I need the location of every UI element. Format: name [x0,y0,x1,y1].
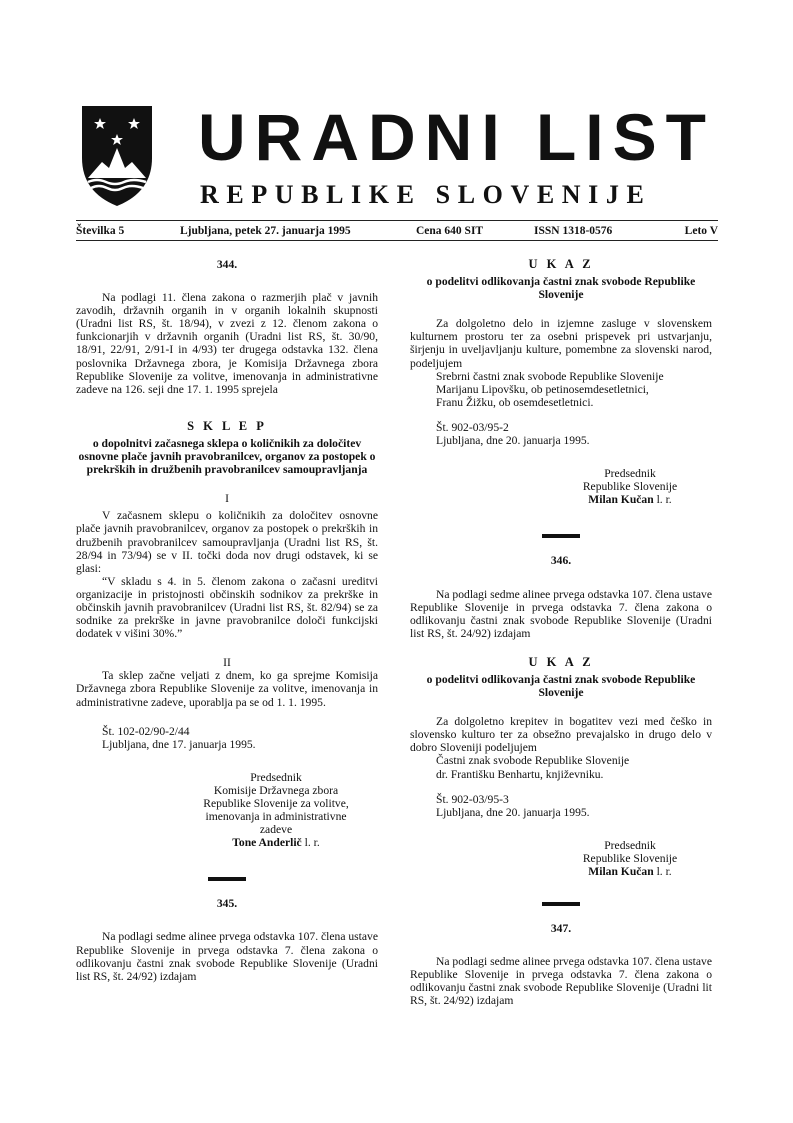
ukaz-subheading-1: o podelitvi odlikovanja častni znak svobode Republike Slovenije [426,275,696,302]
issue-place-date: Ljubljana, petek 27. januarja 1995 [180,225,351,237]
item-number-346: 346. [550,554,572,568]
ukaz-subheading-2: o podelitvi odlikovanja častni znak svobode Republike Slovenije [426,672,696,700]
ukaz-1-paragraph: Za dolgoletno delo in izjemne zasluge v slovenskem kulturnem prostoru ter za osebni prispevek pri ustvarjanju, širjenju in uveljavljanju kulture, pomembne za slovenski narod, podeljujem [410,317,712,370]
signatory-name: Tone Anderlič [232,836,302,850]
signatory-name: Milan Kučan [588,865,654,878]
ukaz-1-date: Ljubljana, dne 20. januarja 1995. [436,434,590,448]
item-number-347: 347. [550,922,572,936]
sklep-date: Ljubljana, dne 17. januarja 1995. [102,737,256,751]
item-number-344: 344. [216,258,238,271]
sklep-paragraph-2: “V skladu s 4. in 5. členom zakona o začasni ureditvi organizacije in pristojnosti občinskih sodnikov za prekrške in občinskih javnih pravobranilcev (Uradni list RS, št. 82/94) se za sodnike za prekrške in javne pravobranilce določi funkcijski dodatek v višini 30%.” [76,574,378,641]
masthead-subtitle: REPUBLIKE SLOVENIJE [200,180,652,209]
ukaz-2-signature: Predsednik Republike Slovenije Milan Kučan l. r. [582,838,678,878]
item-344-preamble: Na podlagi 11. člena zakona o razmerjih plač v javnih zavodih, državnih organih in v organih lokalnih skupnosti (Uradni list RS, št. 18/94), v zvezi z 12. členom zakona o funkcionarjih v državnih organih (Uradni list RS, št. 30/90, 18/91, 22/91, 2/91-I in 4/93) ter drugega odstavka 132. člena poslovnika Državnega zbora, je Komisija Državnega zbora Republike Slovenije za volitve, imenovanja in administrativne zadeve na 126. seji dne 17. 1. 1995 sprejela [76,291,378,396]
right-column: U K A Z o podelitvi odlikovanja častni znak svobode Republike Slovenije Za dolgoletno delo in izjemne zasluge v slovenskem kulturnem prostoru ter za osebni prispevek pri ustvarjanju, širjenju in uveljavljanju kulture, pomembne za slovenski narod, podeljujem Srebrni častni znak svobode Republike Slovenije Marijanu Lipovšku, ob petinosemdesetletnici, Franu Žižku, ob osemdesetletnici. Št. 902-03/95-2 Ljubljana, dne 20. januarja 1995. Predsednik Republike Slovenije Milan Kučan l. r. 346. Na podlagi sedme alinee prvega odstavka 107. člena ustave Republike Slovenije in prvega odstavka 7. člena zakona o odlikovanju častni znak svobode Republike Slovenije (Uradni list RS, št. 24/92) izdajam U K A Z o podelitvi odlikovanja častni znak svobode Republike Slovenije Za dolgoletno krepitev in bogatitev vezi med češko in slovensko kulturo ter za obsežno prevajalsko in drugo delo v dobro Sloveniji podeljujem Častni znak svobode Republike Slovenije dr. Františku Benhartu, književniku. Št. 902-03/95-3 Ljubljana, dne 20. januarja 1995. Predsednik Republike Slovenije Milan Kučan l. r. 347. Na podlagi sedme alinee prvega odstavka 107. člena ustave Republike Slovenije in prvega odstavka 7. člena zakona o odlikovanju častni znak svobode Republike Slovenije (Uradni lit RS, št. 24/92) izdajam [410,257,712,1008]
header-rule-bottom [76,240,718,241]
sklep-reference: Št. 102-02/90-2/44 [102,724,190,738]
signatory-name: Milan Kučan [588,493,654,507]
ukaz-1-reference: Št. 902-03/95-2 [436,420,509,434]
sklep-paragraph-3: Ta sklep začne veljati z dnem, ko ga sprejme Komisija Državnega zbora Republike Slovenije za volitve, imenovanja in administrativne zadeve, uporablja pa se od 1. 1. 1995. [76,669,378,709]
ukaz-1-signature: Predsednik Republike Slovenije Milan Kučan l. r. [582,467,678,507]
item-347-preamble: Na podlagi sedme alinee prvega odstavka 107. člena ustave Republike Slovenije in prvega odstavka 7. člena zakona o odlikovanju častni znak svobode Republike Slovenije (Uradni lit RS, št. 24/92) izdajam [410,955,712,1008]
coat-of-arms-icon [78,104,156,208]
header-rule-top [76,220,718,221]
ukaz-2-date: Ljubljana, dne 20. januarja 1995. [436,805,590,819]
section-roman-i: I [225,492,229,506]
issue-number: Številka 5 [76,225,125,237]
item-346-preamble: Na podlagi sedme alinee prvega odstavka 107. člena ustave Republike Slovenije in prvega odstavka 7. člena zakona o odlikovanju častni znak svobode Republike Slovenije (Uradni list RS, št. 24/92) izdajam [410,587,712,640]
sklep-paragraph-1: V začasnem sklepu o količnikih za določitev osnovne plače javnih pravobranilcev, organov za postopek o prekrških in družbenih pravobranilcev samoupravljanja (Uradni list RS, št. 28/94 in 73/94) se v II. točki doda nov drugi odstavek, ki se glasi: [76,509,378,575]
item-345-preamble: Na podlagi sedme alinee prvega odstavka 107. člena ustave Republike Slovenije in prvega odstavka 7. člena zakona o odlikovanju častni znak svobode Republike Slovenije (Uradni list RS, št. 24/92) izdajam [76,930,378,983]
sklep-subheading: o dopolnitvi začasnega sklepa o količnikih za določitev osnovne plače javnih pravobranilcev, organov za postopek o prekrških in družbenih pravobranilcev samoupravljanja [78,436,376,477]
ukaz-2-reference: Št. 902-03/95-3 [436,792,509,806]
ukaz-2-paragraph: Za dolgoletno krepitev in bogatitev vezi med češko in slovensko kulturo ter za obsežno prevajalsko in drugo delo v dobro Sloveniji podeljujem [410,715,712,755]
item-number-345: 345. [216,897,238,911]
masthead-title: URADNI LIST [198,100,715,174]
sklep-signature: Predsednik Komisije Državnega zbora Republike Slovenije za volitve, imenovanja in administrativne zadeve Tone Anderlič l. r. [203,770,349,850]
issue-issn: ISSN 1318-0576 [534,225,613,237]
left-column [76,258,378,983]
ukaz-heading-2: U K A Z [528,654,594,669]
sklep-heading: S K L E P [187,418,267,433]
ukaz-heading-1: U K A Z [528,257,594,271]
issue-year: Leto V [684,225,718,237]
issue-info-bar [76,224,718,238]
section-roman-ii: II [223,656,231,670]
issue-price: Cena 640 SIT [416,225,484,237]
